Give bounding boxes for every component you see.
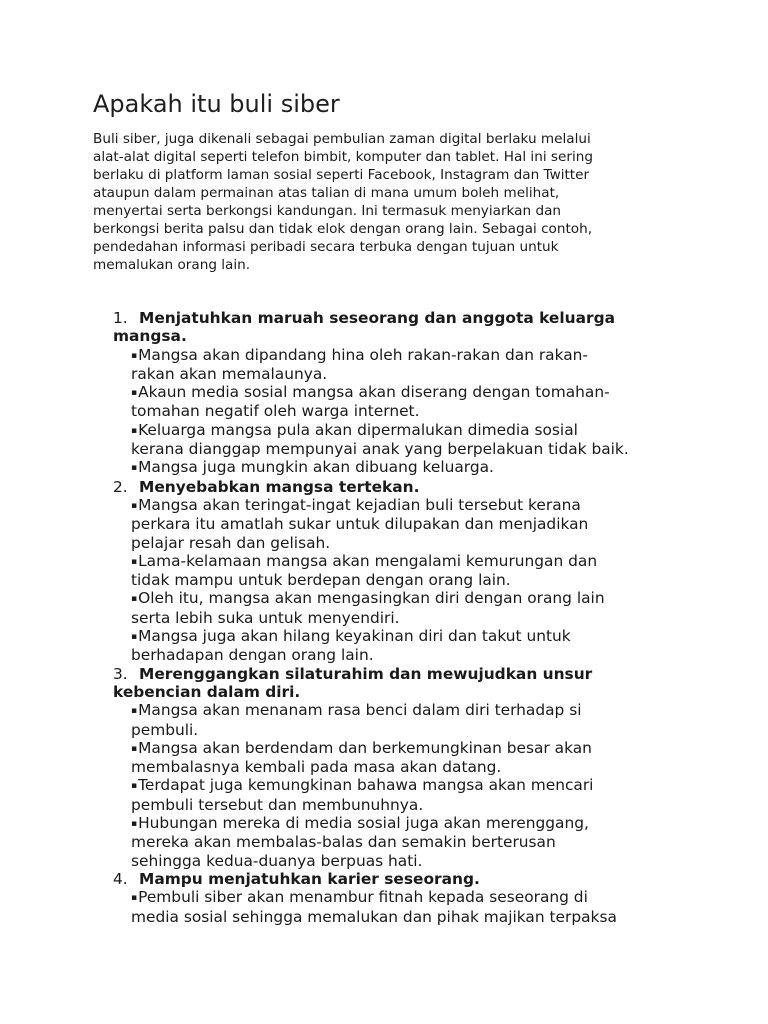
- list-item-text: Lama-kelamaan mangsa akan mengalami kemurungan dan: [138, 551, 598, 570]
- list-item: [113, 346, 733, 384]
- list-item-text: berhadapan dengan orang lain.: [131, 646, 374, 665]
- intro-line: ataupun dalam permainan atas talian di mana umum boleh melihat,: [93, 185, 560, 201]
- list-item-line: [131, 421, 733, 440]
- list-item: [113, 383, 733, 421]
- square-bullet-icon: ▪: [131, 425, 138, 436]
- list-number: 2.: [113, 477, 128, 496]
- list-item-line: [131, 888, 733, 907]
- intro-line: berlaku di platform laman sosial seperti Facebook, Instagram dan Twitter: [93, 167, 590, 183]
- list-item-line: [131, 383, 733, 402]
- section-heading: [113, 478, 733, 496]
- list-item-text: Hubungan mereka di media sosial juga akan merenggang,: [138, 814, 589, 833]
- list-item-line: [131, 571, 733, 589]
- list-item: [113, 589, 733, 627]
- page-title: Apakah itu buli siber: [93, 90, 340, 118]
- list-item-text: pembuli.: [131, 720, 199, 739]
- list-item-line: [131, 758, 733, 776]
- list-item-line: [131, 515, 733, 533]
- list-item-line: [131, 440, 733, 458]
- list-section: [113, 478, 733, 665]
- square-bullet-icon: ▪: [131, 781, 138, 792]
- list-item-text: Mangsa juga mungkin akan dibuang keluarga.: [138, 458, 494, 477]
- list-item: [113, 627, 733, 665]
- list-section: [113, 309, 733, 478]
- section-heading-text: Menyebabkan mangsa tertekan.: [139, 477, 420, 496]
- list-item-text: Pembuli siber akan menambur fitnah kepada seseorang di: [138, 888, 588, 907]
- list-item-text: kerana dianggap mempunyai anak yang berpelakuan tidak baik.: [131, 440, 629, 459]
- intro-line: berkongsi berita palsu dan tidak elok dengan orang lain. Sebagai contoh,: [93, 221, 593, 237]
- list-item-text: Keluarga mangsa pula akan dipermalukan dimedia sosial: [138, 420, 578, 439]
- section-heading-text: Menjatuhkan maruah seseorang dan anggota keluarga: [139, 309, 615, 327]
- list-item-text: mereka akan membalas-balas dan semakin berterusan: [131, 833, 556, 852]
- list-item-line: [131, 833, 733, 851]
- square-bullet-icon: ▪: [131, 388, 138, 399]
- list-item-line: [131, 402, 733, 420]
- list-item-text: Mangsa akan dipandang hina oleh rakan-rakan dan rakan-: [138, 345, 588, 364]
- square-bullet-icon: ▪: [131, 743, 138, 754]
- list-item-line: [131, 796, 733, 814]
- list-item-text: Oleh itu, mangsa akan mengasingkan diri dengan orang lain: [138, 589, 605, 608]
- list-item-text: Mangsa juga akan hilang keyakinan diri dan takut untuk: [138, 627, 571, 646]
- section-heading-text: Mampu menjatuhkan karier seseorang.: [139, 869, 480, 888]
- section-heading-text: Merenggangkan silaturahim dan mewujudkan unsur: [139, 664, 593, 683]
- list-item-line: [131, 739, 733, 758]
- list-item-text: serta lebih suka untuk menyendiri.: [131, 608, 400, 627]
- intro-line: Buli siber, juga dikenali sebagai pembulian zaman digital berlaku melalui: [93, 131, 591, 147]
- list-item: [113, 552, 733, 590]
- list-item-text: Akaun media sosial mangsa akan diserang dengan tomahan-: [138, 383, 610, 402]
- list-item: [113, 888, 733, 926]
- intro-paragraph: [93, 130, 693, 274]
- list-section: [113, 870, 733, 926]
- list-item-line: [131, 852, 733, 870]
- list-item-line: [131, 701, 733, 720]
- list-item: [113, 814, 733, 870]
- list-item-text: Mangsa akan menanam rasa benci dalam diri terhadap si: [138, 701, 582, 720]
- list-item-text: perkara itu amatlah sukar untuk dilupakan dan menjadikan: [131, 515, 589, 534]
- list-item-line: [131, 552, 733, 571]
- list-item-line: [131, 646, 733, 664]
- list-item: [113, 739, 733, 777]
- square-bullet-icon: ▪: [131, 594, 138, 605]
- square-bullet-icon: ▪: [131, 556, 138, 567]
- square-bullet-icon: ▪: [131, 706, 138, 717]
- list-item-line: [131, 814, 733, 833]
- list-item-text: pembuli tersebut dan membunuhnya.: [131, 795, 424, 814]
- list-number: 1.: [113, 309, 128, 327]
- list-item-line: [131, 496, 733, 515]
- list-item-text: tomahan negatif oleh warga internet.: [131, 402, 420, 421]
- list-item-line: [131, 721, 733, 739]
- list-item-text: sehingga kedua-duanya berpuas hati.: [131, 851, 423, 870]
- list-item-line: [131, 346, 733, 365]
- section-heading: [113, 870, 733, 888]
- intro-line: pendedahan informasi peribadi secara terbuka dengan tujuan untuk: [93, 239, 559, 255]
- square-bullet-icon: ▪: [131, 893, 138, 904]
- list-item-line: [131, 908, 733, 926]
- square-bullet-icon: ▪: [131, 463, 138, 474]
- section-heading-continuation: kebencian dalam diri.: [113, 682, 301, 701]
- list-item-line: [131, 534, 733, 552]
- square-bullet-icon: ▪: [131, 350, 138, 361]
- section-heading-continuation: mangsa.: [113, 327, 187, 346]
- list-item-line: [131, 458, 733, 477]
- list-number: 3.: [113, 664, 128, 683]
- list-section: [113, 665, 733, 870]
- list-number: 4.: [113, 869, 128, 888]
- list-item-line: [131, 589, 733, 608]
- list-item-text: media sosial sehingga memalukan dan pihak majikan terpaksa: [131, 907, 617, 926]
- square-bullet-icon: ▪: [131, 632, 138, 643]
- list-item: [113, 458, 733, 477]
- list-item-line: [131, 776, 733, 795]
- intro-line: alat-alat digital seperti telefon bimbit, komputer dan tablet. Hal ini sering: [93, 149, 593, 165]
- list-item: [113, 496, 733, 552]
- square-bullet-icon: ▪: [131, 500, 138, 511]
- numbered-list: [113, 309, 733, 926]
- list-item-text: pelajar resah dan gelisah.: [131, 533, 331, 552]
- list-item-text: Terdapat juga kemungkinan bahawa mangsa akan mencari: [138, 776, 594, 795]
- section-heading: [113, 309, 733, 327]
- list-item-text: Mangsa akan berdendam dan berkemungkinan besar akan: [138, 738, 592, 757]
- list-item-line: [131, 365, 733, 383]
- list-item: [113, 776, 733, 814]
- intro-line: memalukan orang lain.: [93, 257, 251, 273]
- list-item: [113, 701, 733, 739]
- list-item-text: Mangsa akan teringat-ingat kejadian buli tersebut kerana: [138, 495, 581, 514]
- list-item-text: rakan akan memalaunya.: [131, 364, 328, 383]
- list-item: [113, 421, 733, 459]
- list-item-line: [131, 627, 733, 646]
- list-item-text: membalasnya kembali pada masa akan datang.: [131, 758, 502, 777]
- section-heading: [113, 665, 733, 683]
- intro-line: menyertai serta berkongsi kandungan. Ini termasuk menyiarkan dan: [93, 203, 562, 219]
- list-item-line: [131, 609, 733, 627]
- square-bullet-icon: ▪: [131, 819, 138, 830]
- list-item-text: tidak mampu untuk berdepan dengan orang lain.: [131, 571, 511, 590]
